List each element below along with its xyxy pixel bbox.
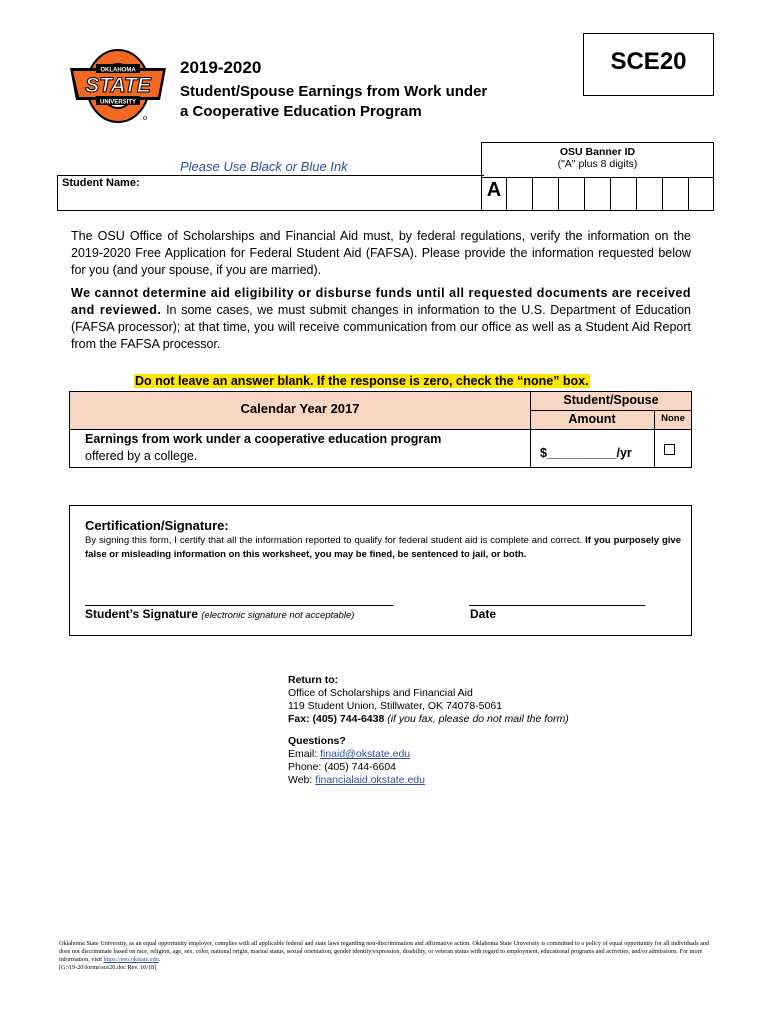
banner-id-cell[interactable] xyxy=(507,178,533,211)
none-header: None xyxy=(661,413,685,424)
logo-wordmark: STATE xyxy=(85,74,151,97)
warning-highlight: Do not leave an answer blank. If the response is zero, check the “none” box. xyxy=(135,374,589,388)
student-name-label: Student Name: xyxy=(62,177,140,189)
footer-disclaimer xyxy=(59,940,714,972)
logo-top-text: OKLAHOMA xyxy=(100,67,136,74)
date-field[interactable] xyxy=(469,605,645,606)
ink-note: Please Use Black or Blue Ink xyxy=(180,159,348,174)
return-office: Office of Scholarships and Financial Aid xyxy=(288,687,473,699)
banner-id-sublabel: ("A" plus 8 digits) xyxy=(557,158,638,170)
signature-label-text: Student’s Signature xyxy=(85,607,198,621)
email-line xyxy=(288,748,410,761)
signature-note: (electronic signature not acceptable) xyxy=(201,610,355,621)
banner-id-cell[interactable] xyxy=(663,178,689,211)
signature-field[interactable] xyxy=(85,605,393,606)
footer-end: . xyxy=(158,956,161,963)
banner-id-cell[interactable] xyxy=(533,178,559,211)
fax-note: (if you fax, please do not mail the form) xyxy=(384,713,569,725)
osu-logo xyxy=(66,46,170,124)
banner-id-cell[interactable] xyxy=(585,178,611,211)
notice-bold: We cannot determine aid eligibility or disburse funds until all requested documents are received and reviewed. xyxy=(71,286,691,317)
banner-id-cell[interactable] xyxy=(689,178,714,211)
date-label: Date xyxy=(470,607,497,621)
email-link[interactable]: finaid@okstate.edu xyxy=(320,748,411,760)
amount-header: Amount xyxy=(568,412,616,426)
web-label: Web: xyxy=(288,774,316,786)
divider xyxy=(69,429,692,430)
certification-warning: If you purposely give false or misleading information on this worksheet, you may be fined, be sentenced to jail, or both. xyxy=(85,535,681,560)
form-title-line2: a Cooperative Education Program xyxy=(180,103,422,120)
fax-number: Fax: (405) 744-6438 xyxy=(288,713,385,725)
return-to-label: Return to: xyxy=(288,674,339,686)
certification-text xyxy=(85,534,681,562)
questions-label: Questions? xyxy=(288,735,346,747)
web-link[interactable]: financialaid.okstate.edu xyxy=(315,774,425,786)
calendar-year-header: Calendar Year 2017 xyxy=(240,401,360,416)
divider xyxy=(530,410,692,411)
earnings-amount-field[interactable]: $__________/yr xyxy=(540,446,632,460)
return-fax xyxy=(288,713,569,726)
file-reference: [G:\19-20\forms\sce20.doc Rev. 10/18] xyxy=(59,964,157,971)
intro-paragraph: The OSU Office of Scholarships and Financial Aid must, by federal regulations, verify the information on the 2019-2020 Free Application for Federal Student Aid (FAFSA). Please provide the information requested below for you (and your spouse, if you are married). xyxy=(71,229,691,277)
signature-label xyxy=(85,607,354,621)
banner-id-cell[interactable] xyxy=(637,178,663,211)
banner-id-prefix: A xyxy=(486,179,502,201)
return-address: 119 Student Union, Stillwater, OK 74078-5061 xyxy=(288,700,503,712)
form-year: 2019-2020 xyxy=(180,58,262,77)
form-code: SCE20 xyxy=(583,33,714,96)
banner-id-field[interactable] xyxy=(481,177,714,211)
banner-id-label: OSU Banner ID xyxy=(559,146,636,158)
notice-text: In some cases, we must submit changes in information to the U.S. Department of Education (FAFSA processor); at that time, you will receive communication from our office as well as a Student Aid Report from the FAFSA processor. xyxy=(71,303,691,351)
student-spouse-header: Student/Spouse xyxy=(563,393,659,407)
banner-id-cell[interactable] xyxy=(559,178,585,211)
phone-line: Phone: (405) 744-6604 xyxy=(288,761,396,773)
banner-id-cell[interactable] xyxy=(611,178,637,211)
footer-text: Oklahoma State University, as an equal opportunity employer, complies with all applicable federal and state laws regarding non-discrimination and affirmative action. Oklahoma State University is committed to a policy of equal opportunity for all individuals and does not discriminate based on race, religion, age, sex, color, national origin, marital status, sexual orientation, gender identity/expression, disability, or veteran status with regard to employment, educational programs and activities, and/or admissions. For more information, visit xyxy=(59,940,710,963)
eeo-link[interactable]: https://eeo.okstate.edu xyxy=(103,956,159,963)
certification-title: Certification/Signature: xyxy=(85,518,229,533)
notice-paragraph xyxy=(71,285,691,353)
web-line xyxy=(288,774,425,787)
logo-bottom-text: UNIVERSITY xyxy=(99,99,137,106)
none-checkbox[interactable] xyxy=(664,444,675,455)
earnings-row-label: Earnings from work under a cooperative education program xyxy=(85,432,442,446)
email-label: Email: xyxy=(288,748,321,760)
certification-statement: By signing this form, I certify that all the information reported to qualify for federal student aid is complete and correct. xyxy=(85,535,586,546)
earnings-row-sublabel: offered by a college. xyxy=(85,449,198,463)
form-title-line1: Student/Spouse Earnings from Work under xyxy=(180,83,488,100)
